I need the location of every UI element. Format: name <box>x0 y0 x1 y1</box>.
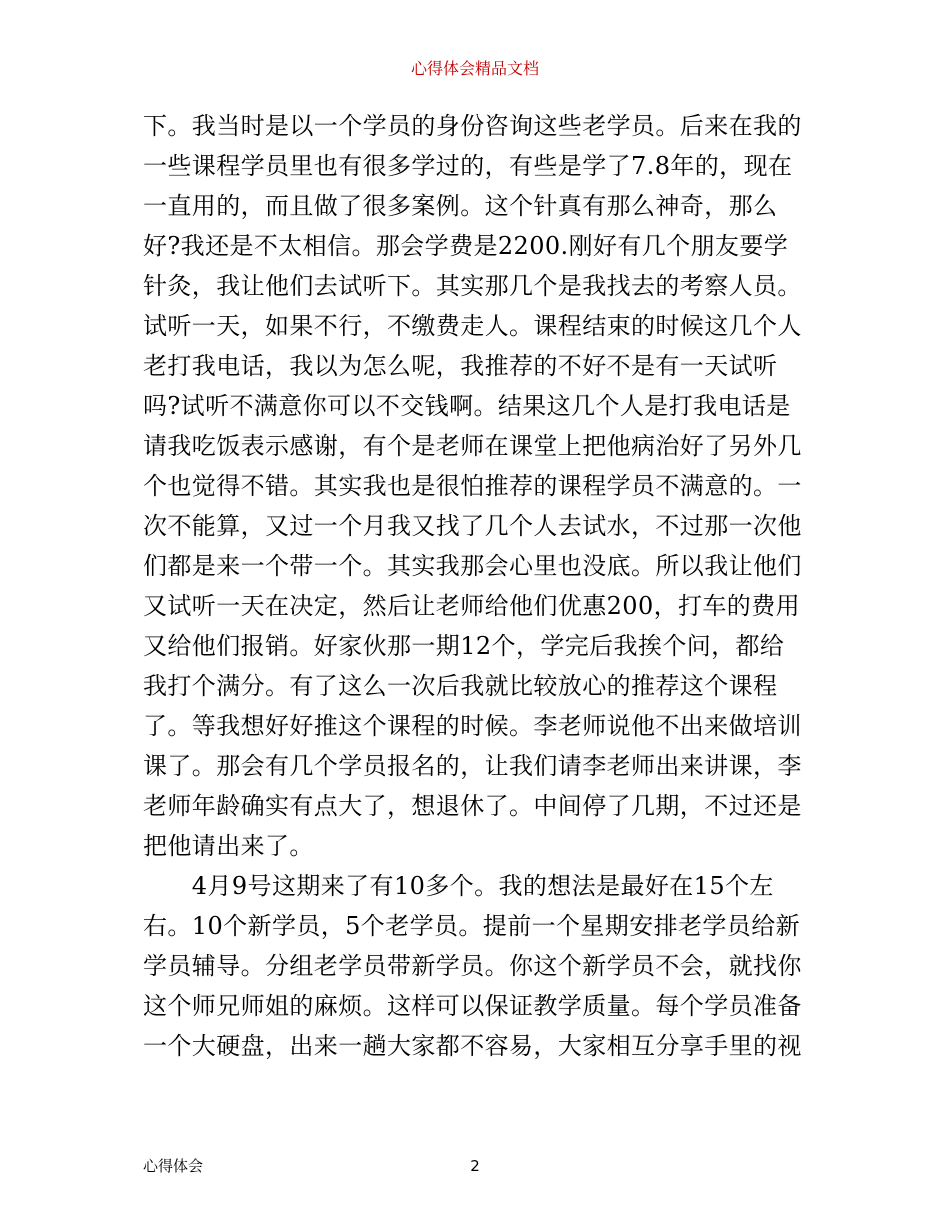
text-line: 老打我电话，我以为怎么呢，我推荐的不好不是有一天试听 <box>143 352 778 380</box>
text-line: 下。我当时是以一个学员的身份咨询这些老学员。后来在我的 <box>143 112 802 140</box>
text-line: 老师年龄确实有点大了，想退休了。中间停了几期，不过还是 <box>143 792 802 820</box>
document-body <box>143 106 815 1066</box>
text-line: 学员辅导。分组老学员带新学员。你这个新学员不会，就找你 <box>143 952 802 980</box>
text-line: 课了。那会有几个学员报名的，让我们请李老师出来讲课，李 <box>143 752 802 780</box>
text-line: 试听一天，如果不行，不缴费走人。课程结束的时候这几个人 <box>143 312 802 340</box>
text-line: 好?我还是不太相信。那会学费是2200.刚好有几个朋友要学 <box>143 232 789 260</box>
text-line: 4月9号这期来了有10多个。我的想法是最好在15个左 <box>143 872 774 900</box>
text-line: 又给他们报销。好家伙那一期12个，学完后我挨个问，都给 <box>143 632 785 660</box>
text-line: 一些课程学员里也有很多学过的，有些是学了7.8年的，现在 <box>143 152 793 180</box>
text-line: 我打个满分。有了这么一次后我就比较放心的推荐这个课程 <box>143 672 778 700</box>
text-line: 个也觉得不错。其实我也是很怕推荐的课程学员不满意的。一 <box>143 472 802 500</box>
text-line: 把他请出来了。 <box>143 832 314 860</box>
text-line: 这个师兄师姐的麻烦。这样可以保证教学质量。每个学员准备 <box>143 992 802 1020</box>
text-line: 一个大硬盘，出来一趟大家都不容易，大家相互分享手里的视 <box>143 1032 802 1060</box>
text-line: 请我吃饭表示感谢，有个是老师在课堂上把他病治好了另外几 <box>143 432 802 460</box>
text-line: 吗?试听不满意你可以不交钱啊。结果这几个人是打我电话是 <box>143 392 791 420</box>
text-line: 又试听一天在决定，然后让老师给他们优惠200，打车的费用 <box>143 592 801 620</box>
header-title: 心得体会精品文档 <box>410 59 539 78</box>
footer-label: 心得体会 <box>143 1157 204 1175</box>
text-line: 针灸，我让他们去试听下。其实那几个是我找去的考察人员。 <box>143 272 802 300</box>
text-line: 了。等我想好好推这个课程的时候。李老师说他不出来做培训 <box>143 712 802 740</box>
text-line: 一直用的，而且做了很多案例。这个针真有那么神奇，那么 <box>143 192 778 220</box>
text-line: 们都是来一个带一个。其实我那会心里也没底。所以我让他们 <box>143 552 802 580</box>
text-line: 右。10个新学员，5个老学员。提前一个星期安排老学员给新 <box>143 912 801 940</box>
text-line: 次不能算，又过一个月我又找了几个人去试水，不过那一次他 <box>143 512 802 540</box>
page-number: 2 <box>470 1157 480 1175</box>
